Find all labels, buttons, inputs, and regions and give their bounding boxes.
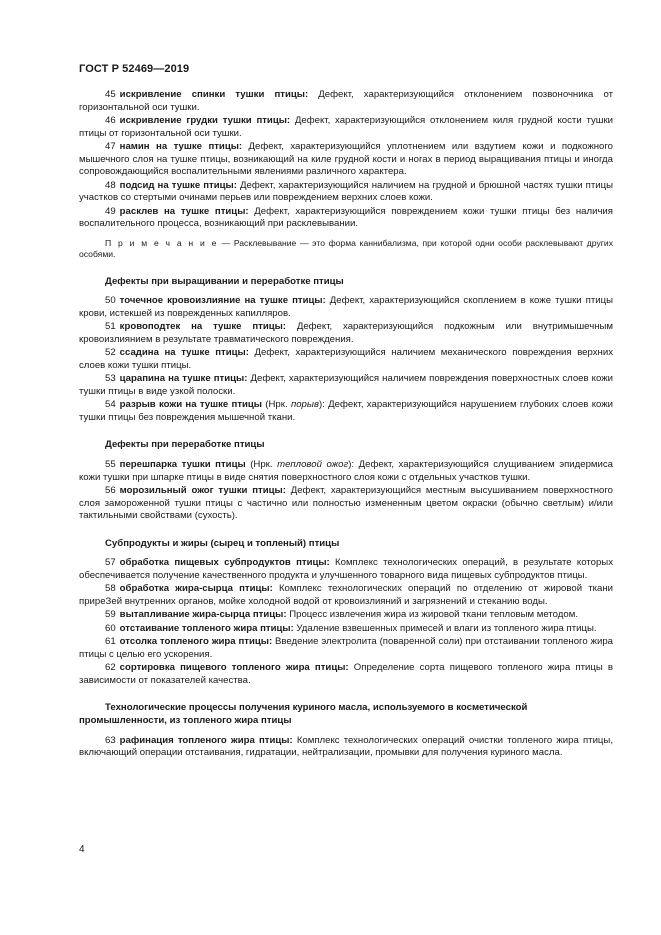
term-definition: Дефект, характеризующийся наличием на грудной и брюшной частях тушки птицы участков со стертыми очинами перьев или повреждением верхних слоев кожи. [79, 179, 613, 204]
term-entry [79, 735, 613, 760]
term-entry [79, 321, 613, 346]
term-number: 45 [105, 89, 116, 100]
term-entry [79, 636, 613, 661]
term-name: рафинация топленого жира птицы: [119, 734, 293, 746]
term-entry [79, 180, 613, 205]
term-number: 51 [105, 321, 116, 333]
term-name: сортировка пищевого топленого жира птицы: [119, 662, 349, 674]
section-heading: Субпродукты и жиры (сырец и топленый) птицы [105, 537, 340, 549]
deprecated-synonym: порыв [290, 399, 319, 411]
term-definition: Введение электролита (поваренной соли) при отстаивании топленого жира птицы с целью его ускорения. [79, 636, 613, 660]
term-name: искривление спинки тушки птицы: [119, 89, 309, 100]
term-number: 52 [105, 347, 116, 359]
term-number: 47 [105, 140, 116, 152]
term-number: 56 [105, 485, 116, 497]
term-definition: Комплекс технологических операций по отделению от жировой ткани приреЗей внутренних органов, мойке холодной водой от кровоизлияний и загрязнений и стеканию воды. [79, 583, 614, 607]
synonym-suffix: ): [348, 459, 355, 471]
section-heading: Дефекты при переработке птицы [105, 439, 265, 451]
term-entry [79, 609, 613, 622]
term-number: 58 [105, 583, 116, 595]
term-number: 48 [105, 179, 116, 191]
term-name: обработка пищевых субпродуктов птицы: [119, 557, 330, 569]
term-name: подсид на тушке птицы: [119, 179, 237, 191]
term-name: царапина на тушке птицы: [119, 373, 248, 385]
term-definition: Дефект, характеризующийся наличием повреждения поверхностных слоев кожи тушки птицы в виде узкой полоски. [79, 373, 613, 397]
term-name: ссадина на тушке птицы: [119, 347, 249, 359]
term-number: 53 [105, 373, 116, 385]
term-number: 55 [105, 459, 116, 471]
term-name: перешпарка тушки птицы [119, 459, 246, 471]
term-definition: Дефект, характеризующийся отклонением киля грудной кости тушки птицы от горизонтальной оси тушки. [79, 114, 614, 139]
term-definition: Определение сорта пищевого топленого жира птицы в зависимости от показателей качества. [79, 662, 613, 686]
term-name: разрыв кожи на тушке птицы [119, 399, 263, 411]
term-number: 50 [105, 295, 116, 307]
term-entry [79, 295, 613, 320]
term-definition: Дефект, характеризующийся нарушением глубоких слоев кожи тушки птицы без повреждения мышечной ткани. [79, 399, 614, 423]
term-number: 46 [105, 114, 116, 126]
term-name: намин на тушке птицы: [119, 140, 243, 152]
term-name: вытапливание жира-сырца птицы: [119, 609, 287, 621]
term-entry [79, 141, 613, 179]
term-name: расклев на тушке птицы: [119, 205, 249, 217]
term-number: 63 [105, 734, 116, 746]
term-entry [79, 557, 613, 582]
term-entry [79, 399, 613, 424]
term-definition: Дефект, характеризующийся скоплением в коже тушки птицы крови, истекшей из поврежденных капилляров. [79, 295, 614, 319]
term-name: отсолка топленого жира птицы: [119, 636, 273, 648]
term-definition: Комплекс технологических операций очистки топленого жира птицы, включающий операции отстаивания, гидратации, нейтрализации, промывки для получения куриного масла. [79, 734, 613, 759]
term-definition: Комплекс технологических операций, в результате которых обеспечивается получение качественного продукта и улучшенного товарного вида пищевых субпродуктов птицы. [79, 557, 613, 581]
term-name: кровоподтек на тушке птицы: [119, 321, 286, 333]
term-entry [79, 583, 613, 608]
term-definition: Удаление взвешенных примесей и влаги из топленого жира птицы. [293, 622, 597, 634]
term-definition: Дефект, характеризующийся подкожным или внутримышечным кровоизлиянием в результате травматического повреждения. [79, 321, 613, 345]
term-entry [79, 89, 613, 114]
term-number: 54 [105, 399, 116, 411]
term-entry [79, 347, 613, 372]
term-entry [79, 206, 613, 231]
term-definition: Дефект, характеризующийся наличием механического повреждения верхних слоев кожи тушки птицы. [79, 347, 613, 371]
note [79, 238, 613, 261]
term-entry [79, 459, 613, 484]
synonym-prefix: (Нрк. [245, 459, 278, 471]
term-number: 49 [105, 205, 116, 217]
section-heading: Дефекты при выращивании и переработке птицы [105, 275, 344, 287]
term-definition: Дефект, характеризующийся отклонением позвоночника от горизонтальной оси тушки. [79, 89, 613, 113]
term-entry [79, 662, 613, 687]
term-definition: Дефект, характеризующийся местным высушиванием поверхностного слоя замороженной тушки птицы с частично или полностью измененным цветом окраски (обычно светлым) и/или тактильными свойствами (сухость). [79, 485, 613, 522]
note-text: — Расклевывание — это форма каннибализма, при которой одни особи расклевывают других особями. [79, 237, 613, 260]
note-label: П р и м е ч а н и е [105, 237, 218, 248]
term-name: искривление грудки тушки птицы: [119, 114, 291, 126]
term-number: 60 [105, 622, 116, 634]
term-entry [79, 485, 613, 523]
term-name: морозильный ожог тушки птицы: [119, 485, 286, 497]
term-definition: Дефект, характеризующийся повреждением кожи тушки птицы без наличия воспалительного процесса, возникающий при расклевывании. [79, 205, 613, 230]
document-body [79, 89, 613, 760]
term-definition: Дефект, характеризующийся слущиванием эпидермиса кожи тушки при шпарке птицы в виде снятия поверхностного слоя кожи с отдельных участков тушки. [79, 459, 614, 483]
term-number: 57 [105, 557, 116, 569]
term-name: точечное кровоизлияние на тушке птицы: [119, 295, 326, 307]
synonym-suffix: ): [318, 399, 325, 411]
term-name: отстаивание топленого жира птицы: [119, 622, 294, 634]
term-entry [79, 115, 613, 140]
term-number: 59 [105, 609, 116, 621]
page-number: 4 [79, 844, 85, 855]
section-heading: Технологические процессы получения куриного масла, используемого в косметической промышленности, из топленого жира птицы [79, 702, 528, 726]
term-name: обработка жира-сырца птицы: [119, 583, 273, 595]
term-entry [79, 373, 613, 398]
standard-code-header: ГОСТ Р 52469—2019 [79, 63, 190, 75]
term-number: 62 [105, 662, 116, 674]
term-number: 61 [105, 636, 116, 648]
deprecated-synonym: тепловой ожог [277, 459, 349, 471]
term-definition: Дефект, характеризующийся уплотнением или вздутием кожи и подкожного мышечного слоя на тушке птицы, возникающий на киле грудной кости и ногах в период выращивания птицы и иногда сопровождающийся воспалительными явлениями различного характера. [79, 140, 613, 178]
term-entry [79, 623, 613, 636]
synonym-prefix: (Нрк. [262, 399, 291, 411]
term-definition: Процесс извлечения жира из жировой ткани тепловым методом. [286, 609, 578, 621]
